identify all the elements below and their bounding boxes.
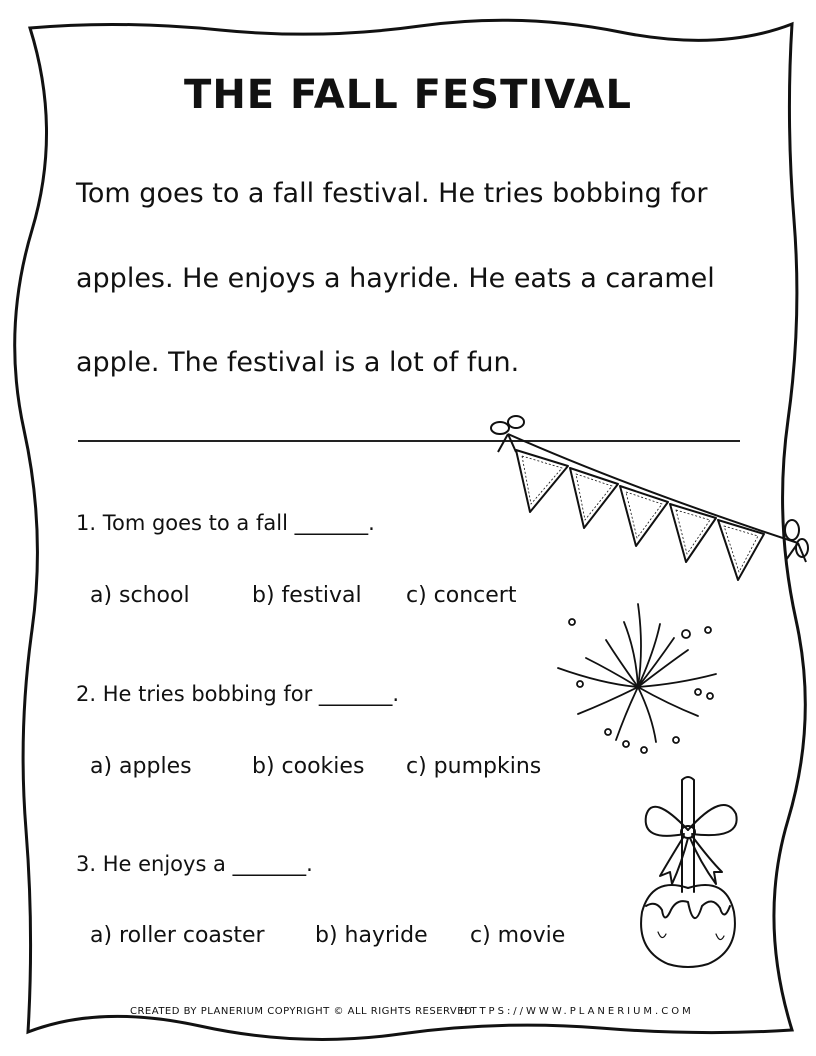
caramel-apple-icon	[632, 772, 762, 972]
story-line-1: Tom goes to a fall festival. He tries bobbing for	[76, 178, 708, 209]
q1-option-c: c) concert	[406, 583, 517, 608]
question-2: 2. He tries bobbing for _______.	[76, 682, 400, 706]
q2-option-a: a) apples	[90, 754, 192, 779]
fireworks-icon	[548, 592, 728, 757]
q1-option-a: a) school	[90, 583, 190, 608]
q3-option-c: c) movie	[470, 923, 566, 948]
question-3: 3. He enjoys a _______.	[76, 852, 313, 876]
q2-option-c: c) pumpkins	[406, 754, 542, 779]
q3-option-a: a) roller coaster	[90, 923, 265, 948]
q2-option-b: b) cookies	[252, 754, 365, 779]
story-line-2: apples. He enjoys a hayride. He eats a caramel	[76, 263, 715, 294]
bunting-icon	[480, 408, 810, 598]
q1-option-b: b) festival	[252, 583, 362, 608]
footer-url[interactable]: HTTPS://WWW.PLANERIUM.COM	[460, 1006, 694, 1017]
question-1: 1. Tom goes to a fall _______.	[76, 511, 375, 535]
q3-option-b: b) hayride	[315, 923, 428, 948]
footer-credit: CREATED BY PLANERIUM COPYRIGHT © ALL RIGHTS RESERVED	[130, 1006, 473, 1017]
story-line-3: apple. The festival is a lot of fun.	[76, 347, 520, 378]
page-title: THE FALL FESTIVAL	[184, 72, 632, 118]
